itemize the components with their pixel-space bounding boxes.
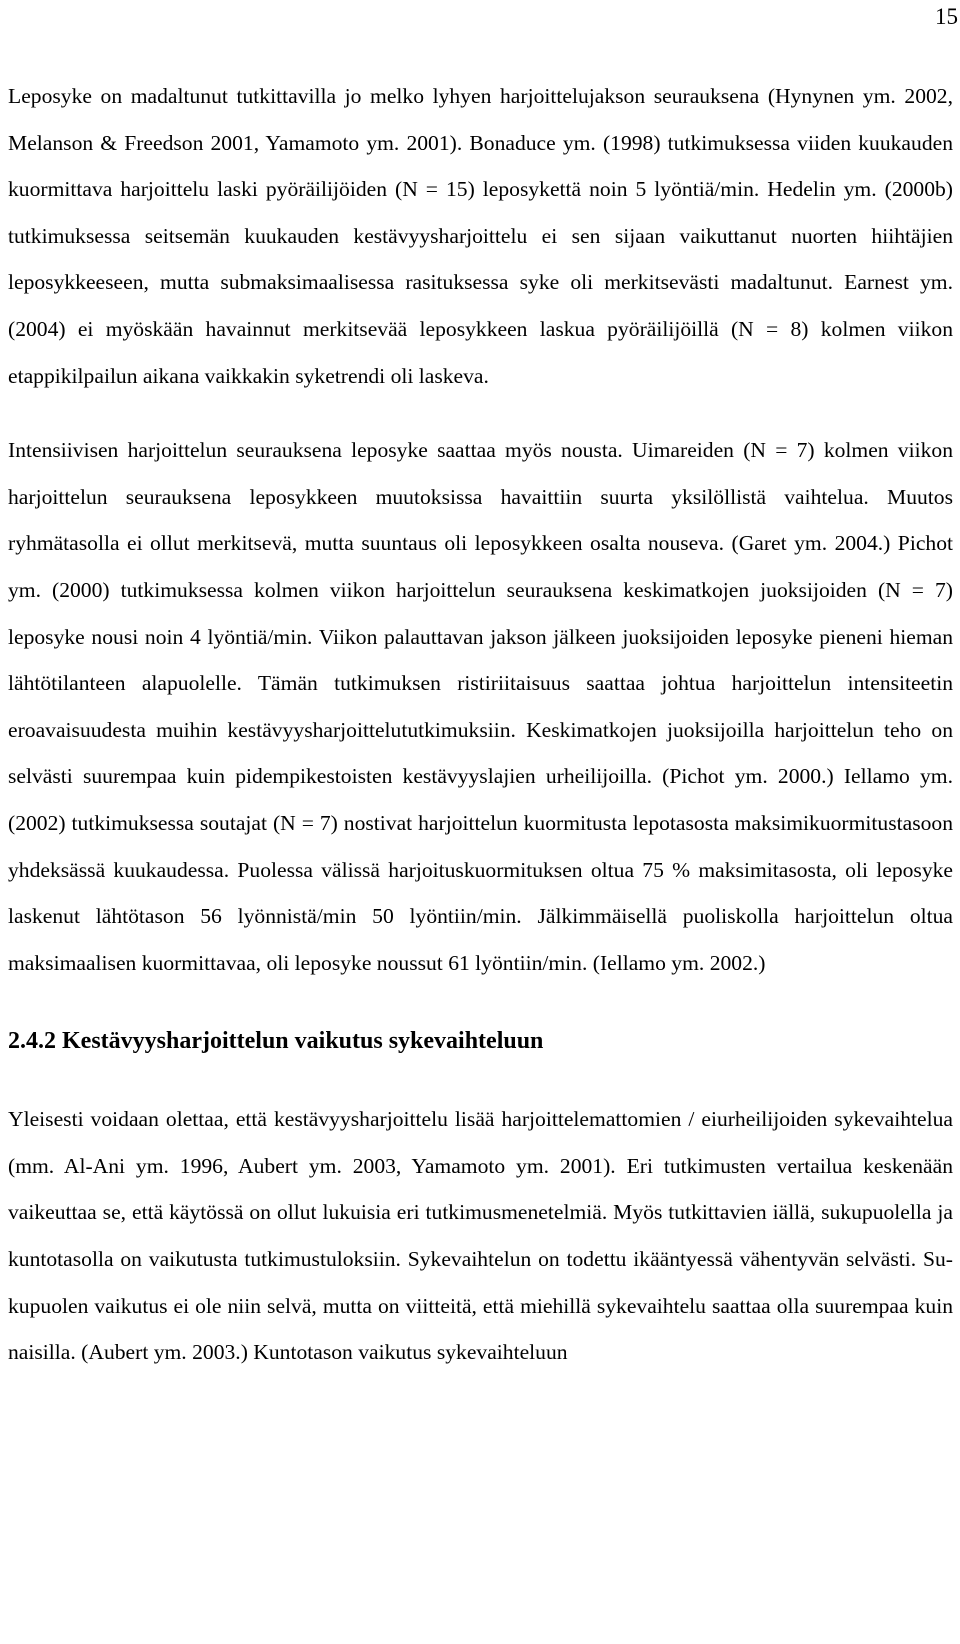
section-heading: 2.4.2 Kestävyysharjoittelun vaikutus sykevaihteluun <box>8 1028 544 1055</box>
paragraph-resting-heart-rate-increase: Intensiivisen harjoittelun seurauksena leposyke saattaa myös nousta. Uimareiden (N = 7) kolmen viikon harjoittelun seurauksena leposykkeen muutoksissa havaittiin suurta yksilöllistä vaihtelua. Muutos ryhmätasolla ei ollut merkitsevä, mutta suuntaus oli leposykkeen osalta nouseva. (Garet ym. 2004.) Pichot ym. (2000) tutkimuksessa kolmen viikon harjoittelun seurauksena keskimatkojen juoksijoiden (N = 7) leposyke nousi noin 4 lyöntiä/min. Viikon palauttavan jakson jälkeen juoksijoiden leposyke pieneni hieman lähtötilanteen alapuolelle. Tämän tutkimuksen ristiriitaisuus saattaa johtua harjoittelun intensiteetin eroavaisuudesta muihin kestävyysharjoittelututkimuksiin. Keskimatkojen juoksijoilla harjoittelun teho on selvästi suurempaa kuin pidempikestoisten kestävyyslajien urheilijoilla. (Pichot ym. 2000.) Iellamo ym. (2002) tutkimuksessa soutajat (N = 7) nostivat harjoittelun kuormitusta lepotasosta maksimikuormitustasoon yhdeksässä kuukaudessa. Puolessa välissä harjoituskuormituksen oltua 75 % maksimitasosta, oli leposyke laskenut lähtötason 56 lyönnistä/min 50 lyöntiin/min. Jälkimmäisellä puoliskolla harjoittelun oltua maksimaalisen kuormittavaa, oli leposyke noussut 61 lyöntiin/min. (Iellamo ym. 2002.) <box>8 438 953 975</box>
paragraph-heart-rate-variability: Yleisesti voidaan olettaa, että kestävyysharjoittelu lisää harjoittelemattomien / eiurheilijoiden sykevaihtelua (mm. Al-Ani ym. 1996, Aubert ym. 2003, Yamamoto ym. 2001). Eri tutkimusten vertailua keskenään vaikeuttaa se, että käytössä on ollut lukuisia eri tutkimusmenetelmiä. Myös tutkittavien iällä, sukupuolella ja kuntotasolla on vaikutusta tutkimustuloksiin. Sykevaihtelun on todettu ikääntyessä vähentyvän selvästi. Sukupuolen vaikutus ei ole niin selvä, mutta on viitteitä, että miehillä sykevaihtelu saattaa olla suurempaa kuin naisilla. (Aubert ym. 2003.) Kuntotason vaikutus sykevaihteluun <box>8 1107 953 1365</box>
page-number: 15 <box>935 4 958 29</box>
document-body <box>8 73 953 1376</box>
paragraph-resting-heart-rate-decrease: Leposyke on madaltunut tutkittavilla jo melko lyhyen harjoittelujakson seurauksena (Hynynen ym. 2002, Melanson & Freedson 2001, Yamamoto ym. 2001). Bonaduce ym. (1998) tutkimuksessa viiden kuukauden kuormittava harjoittelu laski pyöräilijöiden (N = 15) leposykettä noin 5 lyöntiä/min. Hedelin ym. (2000b) tutkimuksessa seitsemän kuukauden kestävyysharjoittelu ei sen sijaan vaikuttanut nuorten hiihtäjien leposykkeeseen, mutta submaksimaalisessa rasituksessa syke oli merkitsevästi madaltunut. Earnest ym. (2004) ei myöskään havainnut merkitsevää leposykkeen laskua pyöräilijöillä (N = 8) kolmen viikon etappikilpailun aikana vaikkakin syketrendi oli laskeva. <box>8 84 953 388</box>
